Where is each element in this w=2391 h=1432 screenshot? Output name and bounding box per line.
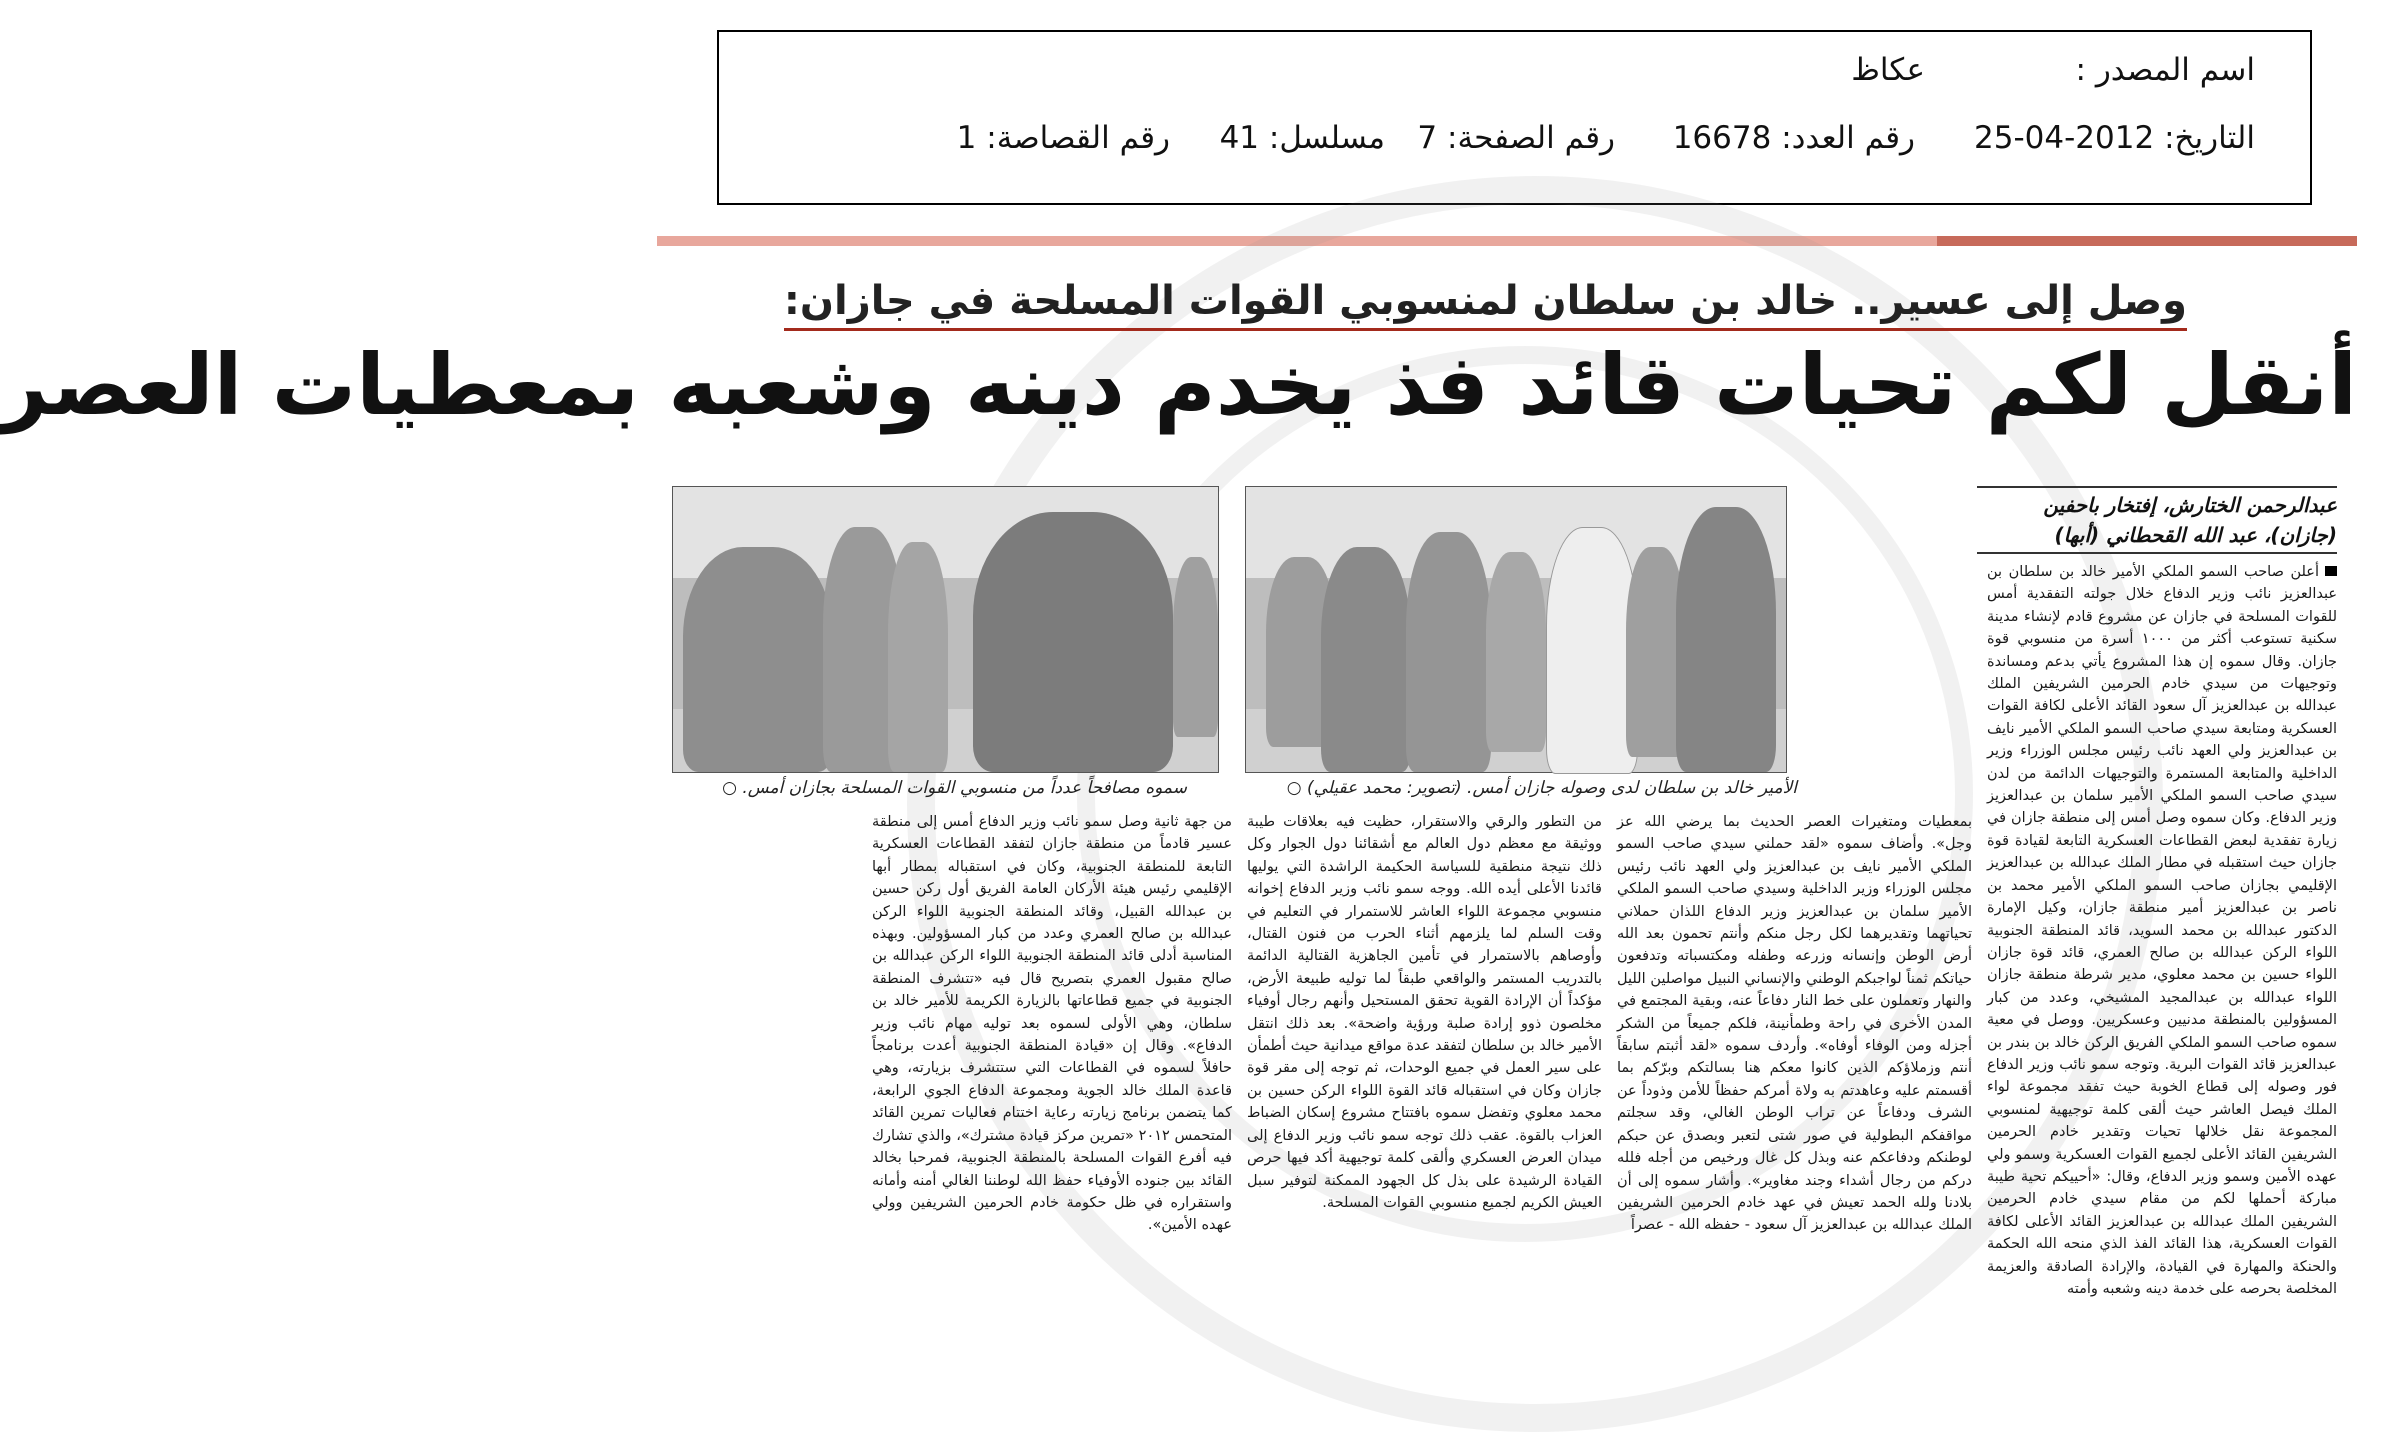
photo-figure bbox=[973, 512, 1173, 772]
caption-handshake: سموه مصافحاً عدداً من منسوبي القوات المسلحة بجازان أمس. ○ bbox=[722, 778, 1187, 798]
byline-rule-bottom bbox=[1977, 552, 2337, 554]
issue-value: 16678 bbox=[1672, 120, 1772, 156]
article-headline: أنقل لكم تحيات قائد فذ يخدم دينه وشعبه بمعطيات العصر bbox=[0, 336, 2357, 434]
issue-label: رقم العدد: bbox=[1781, 120, 1915, 156]
date-row bbox=[1974, 120, 2255, 156]
article-kicker: وصل إلى عسير.. خالد بن سلطان لمنسوبي القوات المسلحة في جازان: bbox=[784, 278, 2187, 331]
photo-figure bbox=[1676, 507, 1776, 772]
newspaper-clipping bbox=[0, 236, 2357, 1297]
photo-arrival bbox=[1245, 486, 1787, 773]
photo-figure bbox=[888, 542, 948, 772]
issue-row bbox=[1673, 120, 1915, 156]
serial-row bbox=[1220, 120, 1385, 156]
caption-arrival: الأمير خالد بن سلطان لدى وصوله جازان أمس. (تصوير: محمد عقيلي) ○ bbox=[1286, 778, 1797, 798]
clip-label: رقم القصاصة: bbox=[986, 120, 1170, 156]
source-row bbox=[2076, 52, 2255, 88]
source-label: اسم المصدر : bbox=[2075, 52, 2255, 88]
source-value-row bbox=[1851, 52, 1925, 88]
photo-handshake bbox=[672, 486, 1219, 773]
column-1-text: أعلن صاحب السمو الملكي الأمير خالد بن سلطان بن عبدالعزيز نائب وزير الدفاع خلال جولته التفقدية أمس للقوات المسلحة في جازان عن مشروع قادم لإنشاء مدينة سكنية تستوعب أكثر من ١٠٠٠ أسرة من منسوبي قوة جازان. وقال سموه إن هذا المشروع يأتي بدعم ومساندة وتوجيهات من سيدي خادم الحرمين الشريفين الملك عبدالله بن عبدالعزيز آل سعود القائد الأعلى لكافة القوات العسكرية ومتابعة سيدي صاحب السمو الملكي الأمير نايف بن عبدالعزيز ولي العهد نائب رئيس مجلس الوزراء وزير الداخلية والمتابعة المستمرة والتوجيهات الدائمة من لدن سيدي صاحب السمو الملكي الأمير سلمان بن عبدالعزيز وزير الدفاع. وكان سموه وصل أمس إلى منطقة جازان في زيارة تفقدية لبعض القطاعات العسكرية التابعة لقيادة قوة جازان حيث استقبله في مطار الملك عبدالله بن عبدالعزيز الإقليمي بجازان صاحب السمو الملكي الأمير محمد بن ناصر بن عبدالعزيز أمير منطقة جازان، وكيل الإمارة الدكتور عبدالله بن محمد السويد، قائد المنطقة الجنوبية اللواء الركن عبدالله بن صالح العمري، قائد قوة جازان اللواء حسين بن محمد معلوي، مدير شرطة منطقة جازان اللواء عبدالله بن عبدالمجيد المشيخي، وعدد من كبار المسؤولين بالمنطقة مدنيين وعسكريين. ووصل في معية سموه صاحب السمو الملكي الفريق الركن خالد بن بندر بن عبدالعزيز قائد القوات البرية. وتوجه سمو نائب وزير الدفاع فور وصوله إلى قطاع الخوبة حيث تفقد مجموعة لواء الملك فيصل العاشر حيث ألقى كلمة توجيهية لمنسوبي المجموعة نقل خلالها تحيات وتقدير خادم الحرمين الشريفين القائد الأعلى لجميع القوات العسكرية وسمو ولي عهده الأمين وسمو وزير الدفاع، وقال: «أحييكم تحية طيبة مباركة أحملها لكم من مقام سيدي خادم الحرمين الشريفين الملك عبدالله بن عبدالعزيز القائد الأعلى لكافة القوات العسكرية، هذا القائد الفذ الذي منحه الله الحكمة والحنكة والمهارة في القيادة، والإرادة الصادقة والعزيمة المخلصة بحرصه على خدمة دينه وشعبه وأمته bbox=[1987, 564, 2337, 1297]
photo-figure bbox=[1486, 552, 1546, 752]
lead-marker-icon bbox=[2325, 566, 2337, 576]
photo-figure bbox=[1173, 557, 1218, 737]
page-label: رقم الصفحة: bbox=[1447, 120, 1615, 156]
serial-label: مسلسل: bbox=[1268, 120, 1385, 156]
date-label: التاريخ: bbox=[2164, 120, 2255, 156]
source-value: عكاظ bbox=[1851, 52, 1925, 88]
article-column-3 bbox=[1247, 811, 1602, 1211]
page-value: 7 bbox=[1417, 120, 1438, 156]
photo-figure bbox=[1406, 532, 1491, 772]
photo-figure bbox=[683, 547, 833, 772]
photo-figure bbox=[1321, 547, 1411, 772]
clip-row bbox=[957, 120, 1170, 156]
byline-line-1: عبدالرحمن الختارش، إفتخار باحفين bbox=[2043, 493, 2337, 517]
top-color-bar-accent bbox=[1937, 236, 2357, 246]
article-column-4 bbox=[872, 811, 1232, 1234]
date-value: 25-04-2012 bbox=[1974, 120, 2155, 156]
photo-figure bbox=[1546, 527, 1638, 774]
article-column-1 bbox=[1987, 561, 2337, 1297]
column-4-text: من جهة ثانية وصل سمو نائب وزير الدفاع أمس إلى منطقة عسير قادماً من منطقة جازان لتفقد القطاعات العسكرية التابعة للمنطقة الجنوبية، وكان في استقباله بمطار أبها الإقليمي رئيس هيئة الأركان العامة الفريق أول ركن حسين بن عبدالله القبيل، وقائد المنطقة الجنوبية اللواء الركن عبدالله بن صالح العمري وعدد من كبار المسؤولين. وبهذه المناسبة أدلى قائد المنطقة الجنوبية اللواء الركن عبدالله بن صالح مقبول العمري بتصريح قال فيه «تتشرف المنطقة الجنوبية في جميع قطاعاتها بالزيارة الكريمة للأمير خالد بن سلطان، وهي الأولى لسموه بعد توليه مهام نائب وزير الدفاع». وقال إن «قيادة المنطقة الجنوبية أعدت برنامجاً حافلاً لسموه في القطاعات التي ستتشرف بزيارته، وهي قاعدة الملك خالد الجوية ومجموعة الدفاع الجوي الرابعة، كما يتضمن برنامج زيارته رعاية اختتام فعاليات تمرين القائد المتحمس ٢٠١٢ «تمرين مركز قيادة مشترك»، والذي تشارك فيه أفرع القوات المسلحة بالمنطقة الجنوبية، فمرحبا بخالد القائد بين جنوده الأوفياء حفظ الله لوطننا الغالي أمنه وأمانه واستقراره في ظل حكومة خادم الحرمين الشريفين وولي عهده الأمين». bbox=[872, 814, 1232, 1234]
byline-rule-top bbox=[1977, 486, 2337, 488]
serial-value: 41 bbox=[1219, 120, 1260, 156]
column-3-text: من التطور والرقي والاستقرار، حظيت فيه بعلاقات طيبة ووثيقة مع معظم دول العالم مع أشقائنا دول الجوار وكل ذلك نتيجة منطقية للسياسة الحكيمة الراشدة التي يوليها قائدنا الأعلى أيده الله. ووجه سمو نائب وزير الدفاع إخوانه منسوبي مجموعة اللواء العاشر للاستمرار في التعليم في وقت السلم لما يلزمهم أثناء الحرب من فنون القتال، وأوصاهم بالاستمرار في تأمين الجاهزية القتالية الدائمة بالتدريب المستمر والواقعي طبقاً لما توليه طبيعة الأرض، مؤكداً أن الإرادة القوية تحقق المستحيل وأنهم رجال أوفياء مخلصون ذوو إرادة صلبة ورؤية واضحة». بعد ذلك انتقل الأمير خالد بن سلطان لتفقد عدة مواقع ميدانية حيث أطمأن على سير العمل في جميع الوحدات، ثم توجه إلى مقر قوة جازان وكان في استقباله قائد القوة اللواء الركن حسين بن محمد معلوي وتفضل سموه بافتتاح مشروع إسكان الضباط العزاب بالقوة. عقب ذلك توجه سمو نائب وزير الدفاع إلى ميدان العرض العسكري وألقى كلمة توجيهية أكد فيها حرص القيادة الرشيدة على بذل كل الجهود الممكنة لتوفير سبل العيش الكريم لجميع منسوبي القوات المسلحة. bbox=[1247, 814, 1602, 1211]
byline bbox=[1977, 484, 2337, 556]
clip-value: 1 bbox=[956, 120, 977, 156]
article-column-2 bbox=[1617, 811, 1972, 1234]
page-row bbox=[1417, 120, 1615, 156]
byline-line-2: (جازان)، عبد الله القحطاني (أبها) bbox=[2054, 523, 2337, 547]
column-2-text: بمعطيات ومتغيرات العصر الحديث بما يرضي الله عز وجل». وأضاف سموه «لقد حملني سيدي صاحب السمو الملكي الأمير نايف بن عبدالعزيز ولي العهد نائب رئيس مجلس الوزراء وزير الداخلية وسيدي صاحب السمو الملكي الأمير سلمان بن عبدالعزيز وزير الدفاع اللذان حملاني تحياتهما وتقديرهما لكل رجل منكم وأنتم تحمون بعد الله أرض الوطن وإنسانه وزرعه وطفله ومكتسباته وتدفعون حياتكم ثمناً لواجبكم الوطني والإنساني النبيل مواصلين الليل والنهار وتعملون على خط النار دفاعاً عنه، وبقية المجتمع في المدن الأخرى في راحة وطمأنينة، فلكم جميعاً من الشكر أجزله ومن الوفاء أوفاه». وأردف سموه «لقد أثبتم سابقاً أنتم وزملاؤكم الذين كانوا معكم هنا بسالتكم وبرّكم بما أقسمتم عليه وعاهدتم به ولاة أمركم حفظاً للأمن وذوداً عن الشرف ودفاعاً عن تراب الوطن الغالي، وقد سجلتم مواقفكم البطولية في صور شتى لتعبر وبصدق عن حبكم لوطنكم ودفاعكم عنه وبذل كل غال ورخيص من أجله فلله دركم من رجال أشداء وجند مغاوير». وأشار سموه إلى أن بلادنا ولله الحمد تعيش في عهد خادم الحرمين الشريفين الملك عبدالله بن عبدالعزيز آل سعود - حفظه الله - عصراً bbox=[1617, 814, 1972, 1234]
